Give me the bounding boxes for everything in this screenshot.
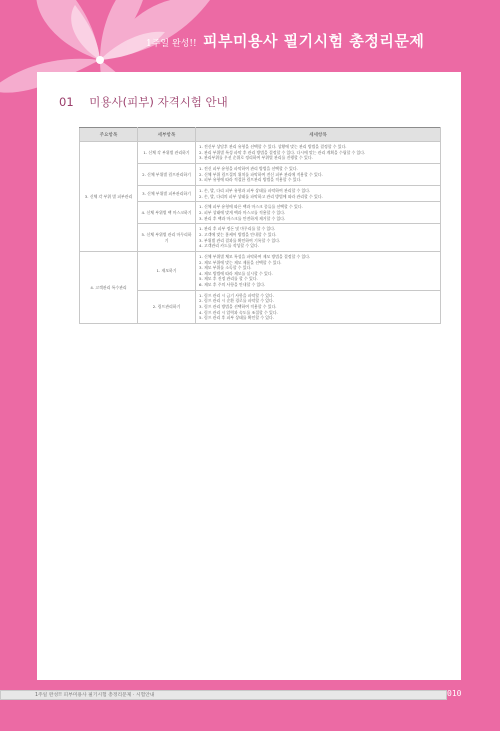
main-item-cell: 3. 신체 각 부위 별 피부관리 bbox=[80, 142, 138, 252]
detail-line: 2. 림프 관리 시 순환 경로를 파악할 수 있다. bbox=[199, 298, 274, 304]
detail-line: 1. 손, 발, 다리 피부 유형과 피부 상태를 파악하여 관리할 수 있다. bbox=[199, 187, 311, 193]
detail-line: 3. 제모 부위를 소독할 수 있다. bbox=[199, 265, 252, 271]
detail-line: 5. 제모 후 진정 관리를 할 수 있다. bbox=[199, 276, 258, 282]
detail-line: 2. 손, 발, 다리의 피부 상태를 파악하고 관리 방법에 따라 관리할 수 있다. bbox=[199, 193, 323, 199]
sub-item-cell: 2. 림프관리하기 bbox=[138, 290, 196, 323]
page-number: 010 bbox=[447, 689, 462, 698]
detail-line: 1. 림프 관리 시 금기 사항을 파악할 수 있다. bbox=[199, 292, 274, 298]
detail-cell bbox=[196, 290, 441, 323]
main-item-cell: 4. 고객관리 특수관리 bbox=[80, 251, 138, 323]
detail-line: 2. 신체 부위 림프절의 위치를 파악하여 전신 피부 관리에 적용할 수 있다. bbox=[199, 171, 323, 177]
footer bbox=[0, 688, 500, 700]
sub-item-cell: 1. 제모하기 bbox=[138, 251, 196, 290]
detail-line: 1. 관리 후 피부 정돈 및 마무리를 할 수 있다. bbox=[199, 226, 276, 232]
header-subtitle: 1주일 완성!! bbox=[146, 39, 197, 49]
sub-item-cell: 1. 신체 각 부위별 관리하기 bbox=[138, 142, 196, 164]
detail-cell bbox=[196, 163, 441, 185]
page-content bbox=[37, 72, 461, 680]
detail-line: 3. 관리부위를 우선 순위로 정리하여 부위별 관리를 진행할 수 있다. bbox=[199, 155, 313, 161]
section-title: 미용사(피부) 자격시험 안내 bbox=[89, 95, 228, 109]
table-header-row bbox=[80, 128, 441, 142]
detail-line: 2. 제모 부위에 맞는 제모 제품을 선택할 수 있다. bbox=[199, 259, 282, 265]
table-row bbox=[80, 251, 441, 290]
detail-line: 1. 신체 부위별 체모 특성을 파악하여 제모 방법을 결정할 수 있다. bbox=[199, 253, 311, 259]
detail-cell bbox=[196, 251, 441, 290]
detail-line: 3. 관리 후 팩과 마스크를 안전하게 제거할 수 있다. bbox=[199, 215, 286, 221]
footer-text: 1주일 완성!! 피부미용사 필기시험 총정리문제 · 시험안내 bbox=[35, 693, 155, 698]
detail-line: 2. 피부 상태에 맞게 팩과 마스크를 적용할 수 있다. bbox=[199, 209, 286, 215]
detail-line: 2. 관리 부위별 특성 파악 후 관리 방법을 결정할 수 있다. 다시에 맞는 관리 계획을 수립할 수 있다. bbox=[199, 149, 366, 155]
section-number: 01 bbox=[59, 95, 74, 109]
detail-cell bbox=[196, 185, 441, 201]
detail-cell bbox=[196, 202, 441, 224]
header bbox=[0, 0, 500, 72]
detail-line: 4. 고객관리 카드를 작성할 수 있다. bbox=[199, 243, 259, 249]
sub-item-cell: 5. 신체 부위별 관리 마무리하기 bbox=[138, 224, 196, 252]
header-detail: 세세항목 bbox=[196, 128, 441, 142]
detail-line: 2. 고객에 맞는 홈케어 방법을 안내할 수 있다. bbox=[199, 231, 277, 237]
detail-line: 1. 전신 피부 유형을 파악하여 관리 방법을 선택할 수 있다. bbox=[199, 165, 298, 171]
detail-cell bbox=[196, 224, 441, 252]
detail-line: 5. 림프 관리 후 피부 상태를 확인할 수 있다. bbox=[199, 315, 274, 321]
detail-line: 1. 신체 피부 유형에 따른 팩과 마스크 종류를 선택할 수 있다. bbox=[199, 204, 303, 210]
detail-line: 4. 제모 방법에 따라 제모를 실시할 수 있다. bbox=[199, 270, 273, 276]
header-title: 피부미용사 필기시험 총정리문제 bbox=[203, 32, 425, 50]
exam-table bbox=[79, 127, 441, 324]
detail-line: 3. 피부 유형에 따라 적절한 림프관리 방법을 적용할 수 있다. bbox=[199, 177, 302, 183]
sub-item-cell: 2. 신체 부위별 림프관리하기 bbox=[138, 163, 196, 185]
detail-line: 1. 전신부 상담후 관리 유형을 선택할 수 있다. 상황에 맞는 관리 방법을 결정할 수 있다. bbox=[199, 144, 347, 149]
detail-line: 4. 림프 관리 시 압력과 속도를 조절할 수 있다. bbox=[199, 309, 278, 315]
table-row bbox=[80, 142, 441, 164]
detail-line: 6. 제모 후 주의 사항을 안내할 수 있다. bbox=[199, 282, 266, 288]
sub-item-cell: 3. 신체 부위별 피부관리하기 bbox=[138, 185, 196, 201]
detail-line: 3. 부위별 관리 결과를 확인하여 기록할 수 있다. bbox=[199, 237, 281, 243]
sub-item-cell: 4. 신체 부위별 팩 마스크하기 bbox=[138, 202, 196, 224]
detail-cell bbox=[196, 142, 441, 164]
section-heading bbox=[59, 94, 228, 110]
header-main: 주요항목 bbox=[80, 128, 138, 142]
detail-line: 3. 림프 관리 방법을 선택하여 적용할 수 있다. bbox=[199, 304, 277, 310]
header-sub: 세부항목 bbox=[138, 128, 196, 142]
